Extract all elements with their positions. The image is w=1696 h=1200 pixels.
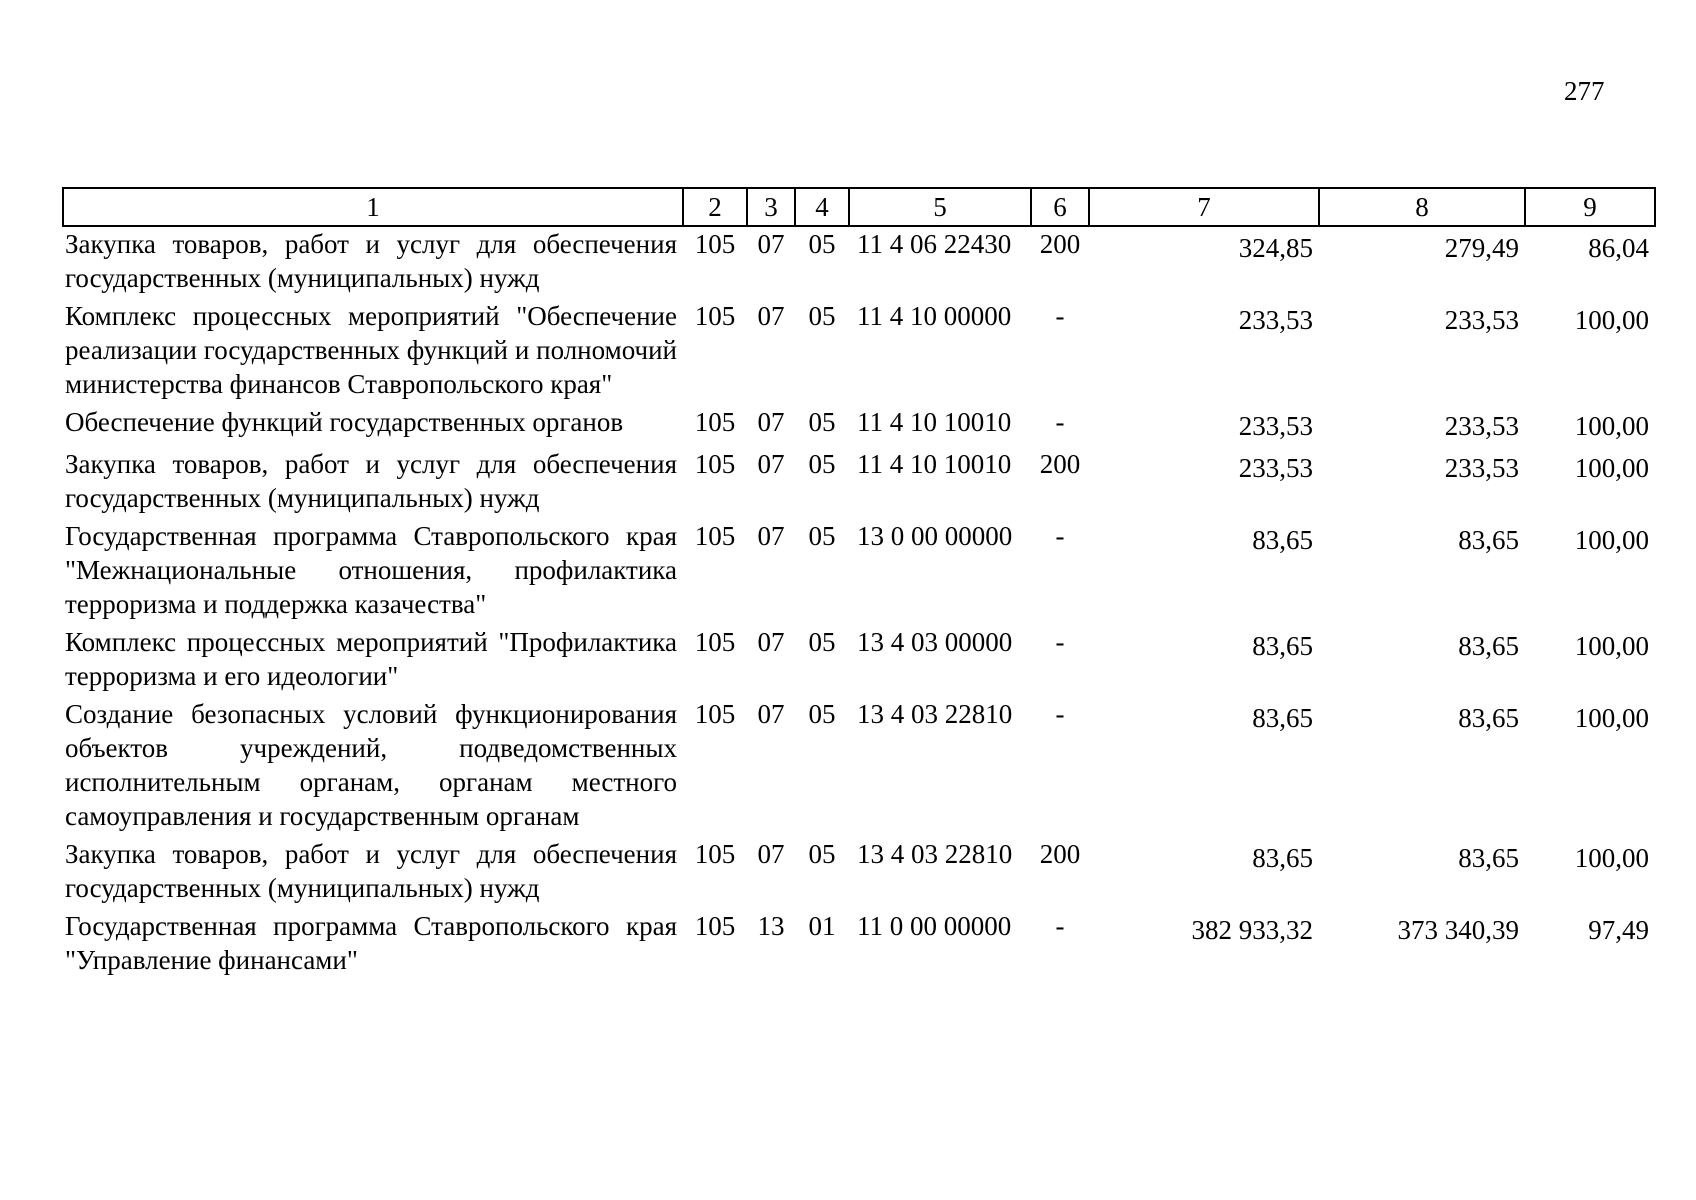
header-col-5: 5: [849, 188, 1031, 226]
row-planned: 324,85: [1238, 233, 1313, 263]
header-col-7: 7: [1089, 188, 1319, 226]
row-percent: 100,00: [1574, 631, 1649, 661]
row-name: Создание безопасных условий функционирования объектов учреждений, подведомственных исполнительным органам, органам местного самоуправления и государственным органам: [65, 699, 677, 831]
row-section: 07: [757, 839, 785, 869]
row-executed: 373 340,39: [1397, 915, 1519, 945]
row-name: Закупка товаров, работ и услуг для обеспечения государственных (муниципальных) нужд: [65, 449, 677, 513]
row-subsection: 05: [808, 449, 836, 479]
table-row: [63, 226, 1655, 299]
header-col-6: 6: [1031, 188, 1089, 226]
row-expense-type: -: [1055, 521, 1065, 551]
page-number: 277: [1564, 76, 1605, 106]
row-subsection: 05: [808, 229, 836, 259]
row-section: 07: [757, 699, 785, 729]
table-header: [63, 188, 1655, 226]
row-target-article: 11 4 10 00000: [857, 301, 1012, 331]
row-subsection: 05: [808, 627, 836, 657]
row-subsection: 01: [808, 911, 836, 941]
row-expense-type: 200: [1039, 449, 1081, 479]
row-percent: 100,00: [1574, 305, 1649, 335]
row-subsection: 05: [808, 839, 836, 869]
row-planned: 83,65: [1252, 843, 1313, 873]
row-name: Закупка товаров, работ и услуг для обеспечения государственных (муниципальных) нужд: [65, 229, 677, 293]
row-subsection: 05: [808, 407, 836, 437]
row-section: 07: [757, 301, 785, 331]
table-row: [63, 519, 1655, 625]
header-col-4: 4: [795, 188, 849, 226]
row-ministry-code: 105: [694, 407, 736, 437]
table-row: [63, 447, 1655, 519]
row-target-article: 13 4 03 22810: [857, 839, 1013, 869]
row-name: Комплекс процессных мероприятий "Профилактика терроризма и его идеологии": [65, 627, 677, 691]
table-body: [63, 226, 1655, 981]
row-executed: 233,53: [1444, 305, 1519, 335]
row-section: 07: [757, 407, 785, 437]
row-name: Обеспечение функций государственных органов: [65, 407, 624, 437]
row-expense-type: -: [1055, 911, 1065, 941]
row-percent: 86,04: [1588, 233, 1649, 263]
row-target-article: 11 4 06 22430: [857, 229, 1012, 259]
row-name: Комплекс процессных мероприятий "Обеспечение реализации государственных функций и полномочий министерства финансов Ставропольского края": [65, 301, 677, 399]
header-col-3: 3: [747, 188, 795, 226]
header-col-2: 2: [683, 188, 747, 226]
row-subsection: 05: [808, 521, 836, 551]
budget-table: [62, 187, 1656, 981]
table-row: [63, 405, 1655, 447]
row-subsection: 05: [808, 699, 836, 729]
row-percent: 100,00: [1574, 453, 1649, 483]
row-section: 07: [757, 229, 785, 259]
row-executed: 83,65: [1458, 843, 1519, 873]
row-percent: 100,00: [1574, 703, 1649, 733]
row-ministry-code: 105: [694, 301, 736, 331]
row-executed: 233,53: [1444, 453, 1519, 483]
row-expense-type: 200: [1039, 229, 1081, 259]
row-expense-type: -: [1055, 407, 1065, 437]
row-section: 13: [757, 911, 785, 941]
row-executed: 83,65: [1458, 525, 1519, 555]
row-expense-type: -: [1055, 699, 1065, 729]
row-ministry-code: 105: [694, 229, 736, 259]
row-target-article: 11 4 10 10010: [857, 449, 1012, 479]
row-planned: 83,65: [1252, 631, 1313, 661]
row-section: 07: [757, 627, 785, 657]
header-row: [63, 188, 1655, 226]
row-ministry-code: 105: [694, 521, 736, 551]
row-expense-type: 200: [1039, 839, 1081, 869]
row-percent: 100,00: [1574, 411, 1649, 441]
row-planned: 233,53: [1238, 305, 1313, 335]
row-ministry-code: 105: [694, 699, 736, 729]
row-planned: 382 933,32: [1191, 915, 1313, 945]
row-ministry-code: 105: [694, 839, 736, 869]
row-executed: 279,49: [1444, 233, 1519, 263]
row-percent: 97,49: [1588, 915, 1649, 945]
row-planned: 83,65: [1252, 703, 1313, 733]
row-ministry-code: 105: [694, 449, 736, 479]
row-planned: 233,53: [1238, 453, 1313, 483]
row-target-article: 11 4 10 10010: [857, 407, 1012, 437]
table-row: [63, 697, 1655, 837]
row-target-article: 11 0 00 00000: [857, 911, 1012, 941]
row-section: 07: [757, 449, 785, 479]
row-planned: 233,53: [1238, 411, 1313, 441]
row-target-article: 13 4 03 00000: [857, 627, 1013, 657]
row-target-article: 13 4 03 22810: [857, 699, 1013, 729]
header-col-1: 1: [63, 188, 683, 226]
row-name: Государственная программа Ставропольского края "Межнациональные отношения, профилактика терроризма и поддержка казачества": [65, 521, 677, 619]
table-row: [63, 625, 1655, 697]
row-subsection: 05: [808, 301, 836, 331]
table-row: [63, 909, 1655, 981]
row-name: Государственная программа Ставропольского края "Управление финансами": [65, 911, 677, 975]
row-executed: 83,65: [1458, 703, 1519, 733]
table-row: [63, 837, 1655, 909]
row-percent: 100,00: [1574, 843, 1649, 873]
row-ministry-code: 105: [694, 911, 736, 941]
row-executed: 233,53: [1444, 411, 1519, 441]
row-expense-type: -: [1055, 301, 1065, 331]
row-ministry-code: 105: [694, 627, 736, 657]
row-planned: 83,65: [1252, 525, 1313, 555]
row-target-article: 13 0 00 00000: [857, 521, 1013, 551]
row-percent: 100,00: [1574, 525, 1649, 555]
header-col-9: 9: [1525, 188, 1655, 226]
row-expense-type: -: [1055, 627, 1065, 657]
table-row: [63, 299, 1655, 405]
budget-table-container: [62, 187, 1654, 981]
row-name: Закупка товаров, работ и услуг для обеспечения государственных (муниципальных) нужд: [65, 839, 677, 903]
header-col-8: 8: [1319, 188, 1525, 226]
row-executed: 83,65: [1458, 631, 1519, 661]
row-section: 07: [757, 521, 785, 551]
